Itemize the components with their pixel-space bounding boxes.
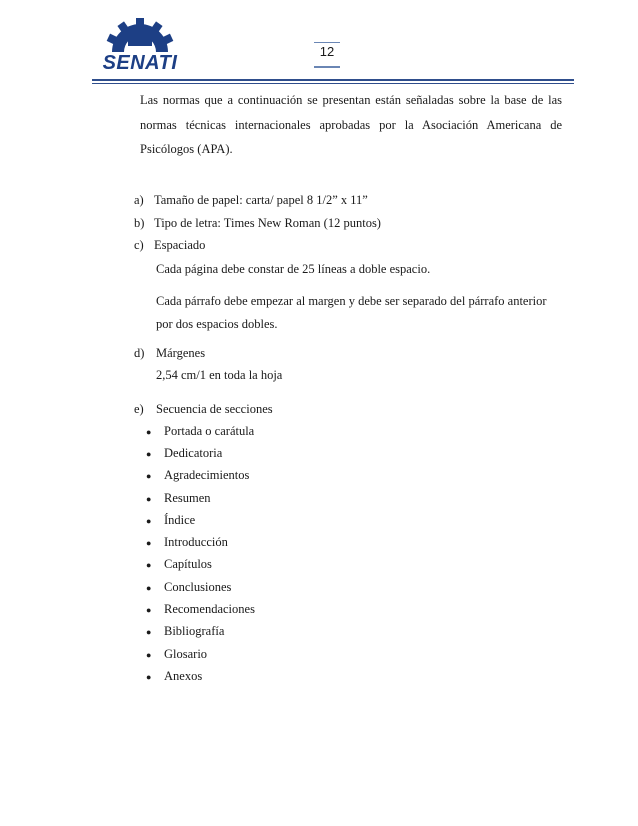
bullet-icon: ● xyxy=(146,494,152,504)
list-item: Glosario xyxy=(164,647,208,661)
bullet-icon: ● xyxy=(146,538,152,548)
list-item: Capítulos xyxy=(164,557,212,571)
bullet-icon: ● xyxy=(146,449,152,459)
item-c-line-3: por dos espacios dobles. xyxy=(156,317,278,331)
bullet-icon: ● xyxy=(146,583,152,593)
logo-wordmark: SENATI xyxy=(102,52,178,74)
list-item: Resumen xyxy=(164,491,211,505)
header-rule xyxy=(92,79,574,81)
item-c-marker: c) xyxy=(134,238,144,252)
list-item: Dedicatoria xyxy=(164,446,223,460)
intro-paragraph: Las normas que a continuación se presentan están señaladas sobre la base de las normas técnicas internacionales aprobadas por la Asociación Americana de Psicólogos (APA). xyxy=(140,93,562,156)
page-number-top-rule xyxy=(314,42,340,43)
item-c-line-2: Cada párrafo debe empezar al margen y debe ser separado del párrafo anterior xyxy=(156,294,547,308)
item-d-line-1: 2,54 cm/1 en toda la hoja xyxy=(156,368,283,382)
list-item: Anexos xyxy=(164,669,203,683)
bullet-icon: ● xyxy=(146,672,152,682)
bullet-icon: ● xyxy=(146,627,152,637)
bullet-icon: ● xyxy=(146,427,152,437)
item-c-line-1: Cada página debe constar de 25 líneas a doble espacio. xyxy=(156,262,431,276)
list-item: Conclusiones xyxy=(164,580,232,594)
page-number: 12 xyxy=(319,44,335,59)
list-item: Agradecimientos xyxy=(164,468,250,482)
list-item: Recomendaciones xyxy=(164,602,255,616)
header-rule-thin xyxy=(92,83,574,84)
item-e-marker: e) xyxy=(134,402,144,416)
bullet-icon: ● xyxy=(146,605,152,615)
item-d-marker: d) xyxy=(134,346,145,360)
item-c-title: Espaciado xyxy=(154,238,206,252)
list-item: Portada o carátula xyxy=(164,424,255,438)
page-number-bottom-rule xyxy=(314,66,340,68)
senati-logo xyxy=(90,16,190,74)
list-item: Índice xyxy=(164,513,196,527)
list-item: Introducción xyxy=(164,535,228,549)
item-b-marker: b) xyxy=(134,216,145,230)
item-a-marker: a) xyxy=(134,193,144,207)
gear-icon xyxy=(107,18,174,52)
bullet-icon: ● xyxy=(146,650,152,660)
bullet-icon: ● xyxy=(146,471,152,481)
item-a-text: Tamaño de papel: carta/ papel 8 1/2” x 11” xyxy=(154,193,368,207)
bullet-icon: ● xyxy=(146,516,152,526)
item-d-title: Márgenes xyxy=(156,346,206,360)
item-e-title: Secuencia de secciones xyxy=(156,402,273,416)
list-item: Bibliografía xyxy=(164,624,225,638)
item-b-text: Tipo de letra: Times New Roman (12 puntos) xyxy=(154,216,381,230)
bullet-icon: ● xyxy=(146,560,152,570)
